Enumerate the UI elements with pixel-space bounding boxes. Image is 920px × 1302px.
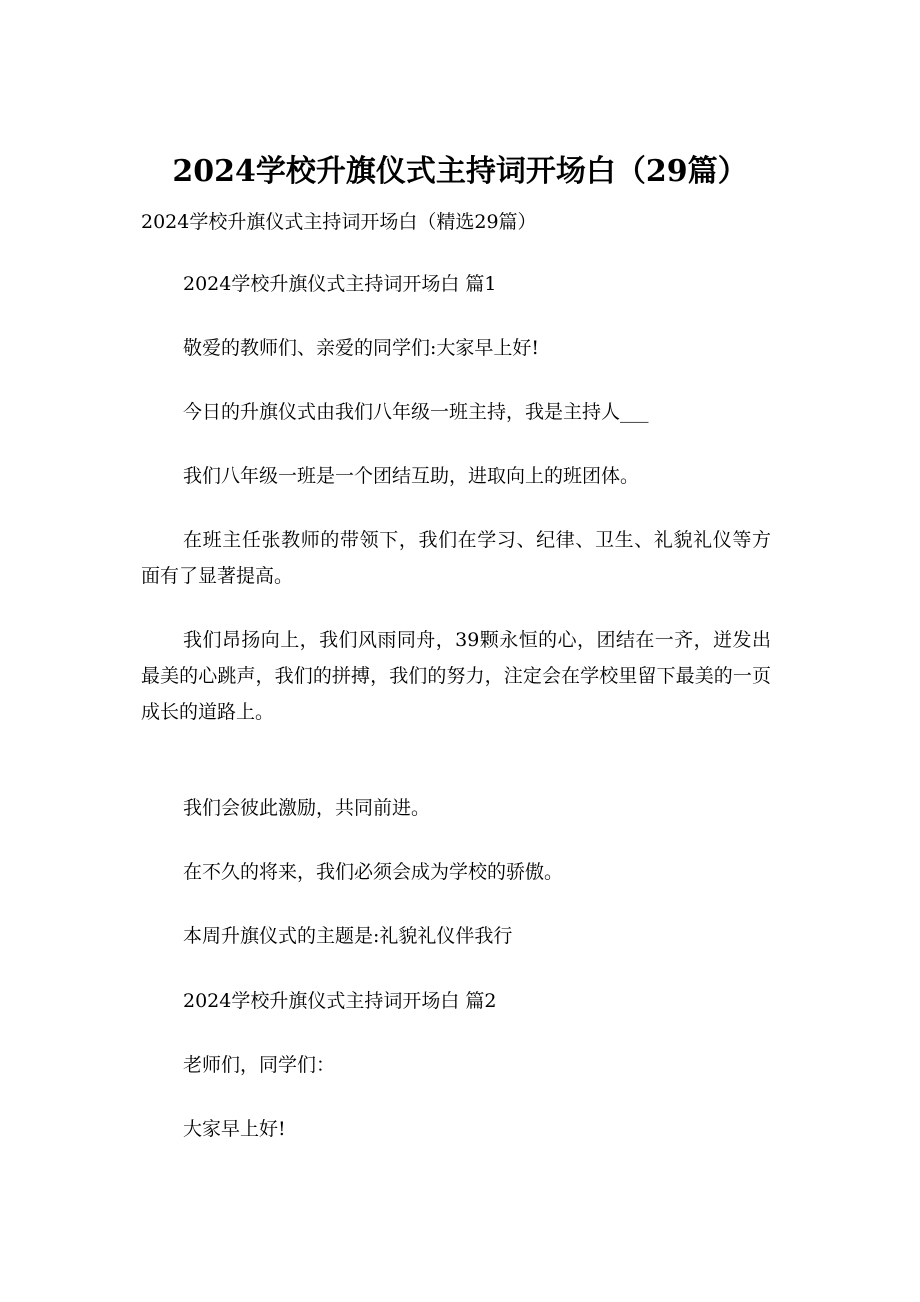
document-title: 2024学校升旗仪式主持词开场白（29篇）: [172, 154, 748, 189]
paragraph: 在不久的将来，我们必须会成为学校的骄傲。: [183, 861, 564, 883]
paragraph: 我们昂扬向上，我们风雨同舟，39颗永恒的心，团结在一齐，迸发出最美的心跳声，我们的拼搏，我们的努力，注定会在学校里留下最美的一页成长的道路上。: [141, 629, 771, 723]
section-heading-1: 2024学校升旗仪式主持词开场白 篇1: [183, 273, 497, 295]
paragraph: 老师们，同学们：: [183, 1054, 336, 1076]
paragraph: 今日的升旗仪式由我们八年级一班主持，我是主持人___: [183, 401, 649, 423]
paragraph: 本周升旗仪式的主题是:礼貌礼仪伴我行: [183, 925, 513, 947]
document-subtitle: 2024学校升旗仪式主持词开场白（精选29篇）: [141, 211, 537, 233]
paragraph: 在班主任张教师的带领下，我们在学习、纪律、卫生、礼貌礼仪等方面有了显著提高。: [141, 529, 771, 587]
paragraph: 我们八年级一班是一个团结互助，进取向上的班团体。: [183, 465, 640, 487]
section-heading-2: 2024学校升旗仪式主持词开场白 篇2: [183, 990, 497, 1012]
paragraph: 我们会彼此激励，共同前进。: [183, 797, 431, 819]
paragraph: 敬爱的教师们、亲爱的同学们:大家早上好!: [183, 337, 540, 359]
paragraph: 大家早上好!: [183, 1118, 286, 1140]
